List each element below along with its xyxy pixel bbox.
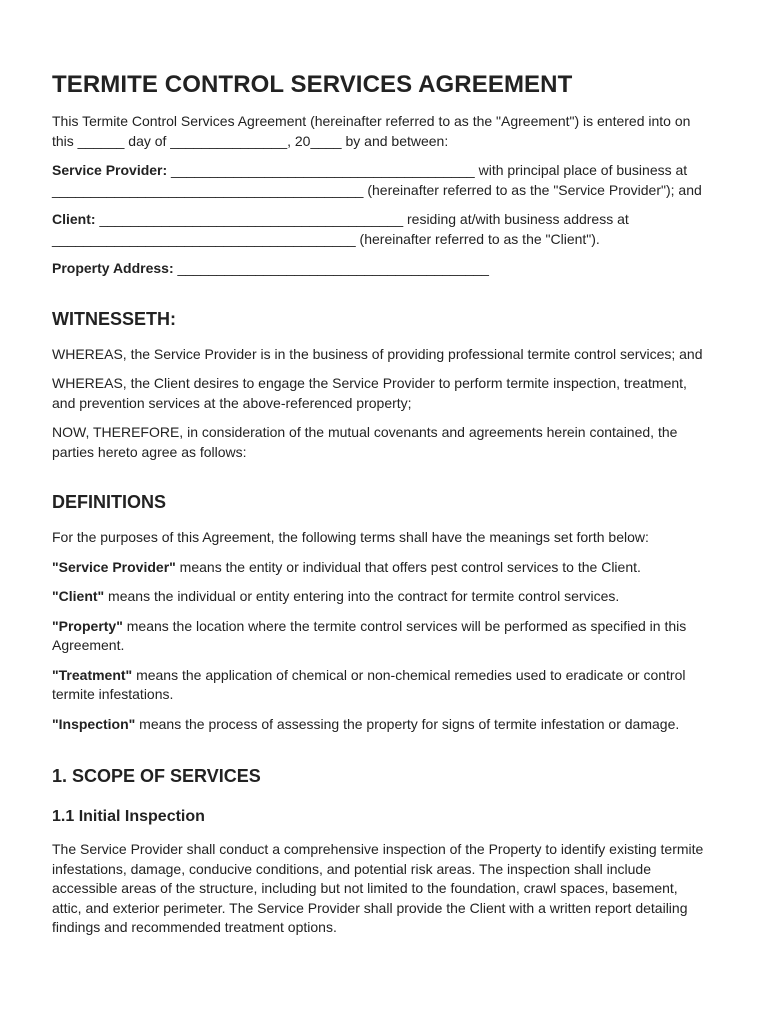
service-provider-paragraph	[52, 161, 710, 200]
definition-text: means the location where the termite control services will be performed as specified in this Agreement.	[52, 617, 687, 653]
scope-heading: 1. SCOPE OF SERVICES	[52, 766, 261, 786]
service-provider-text: _______________________________________ with principal place of business at ________________________________________ (hereinafter referred to as the "Service Provider"); and	[52, 162, 702, 198]
property-address-label: Property Address:	[52, 260, 174, 276]
definition-term: "Service Provider"	[52, 558, 176, 575]
definition-item	[52, 617, 710, 656]
initial-inspection-heading: 1.1 Initial Inspection	[52, 808, 205, 825]
definition-term: "Treatment"	[52, 666, 133, 683]
whereas-paragraph-1: WHEREAS, the Service Provider is in the business of providing professional termite control services; and	[52, 345, 703, 362]
definition-text: means the individual or entity entering into the contract for termite control services.	[104, 588, 620, 604]
definition-text: means the process of assessing the property for signs of termite infestation or damage.	[135, 715, 680, 732]
initial-inspection-paragraph: The Service Provider shall conduct a comprehensive inspection of the Property to identify existing termite infestations, damage, conducive conditions, and potential risk areas. The inspection shall include accessible areas of the structure, including but not limited to the foundation, crawl spaces, basement, attic, and exterior perimeter. The Service Provider shall provide the Client with a written report detailing findings and recommended treatment options.	[52, 841, 704, 935]
now-therefore-paragraph: NOW, THEREFORE, in consideration of the mutual covenants and agreements herein contained, the parties hereto agree as follows:	[52, 424, 678, 460]
definition-text: means the entity or individual that offers pest control services to the Client.	[175, 558, 641, 575]
client-paragraph	[52, 210, 710, 249]
service-provider-label: Service Provider:	[52, 162, 168, 178]
definition-term: "Inspection"	[52, 715, 136, 732]
definition-term: "Property"	[52, 617, 123, 634]
definition-item	[52, 558, 710, 578]
definition-item	[52, 715, 710, 735]
property-address-text: ________________________________________	[173, 260, 489, 276]
witnesseth-heading: WITNESSETH:	[52, 308, 176, 329]
definition-item	[52, 587, 710, 607]
intro-paragraph: This Termite Control Services Agreement (hereinafter referred to as the "Agreement") is entered into on this ______ day of _______________, 20____ by and between:	[52, 113, 691, 149]
definition-item	[52, 666, 710, 705]
definition-text: means the application of chemical or non-chemical remedies used to eradicate or control termite infestations.	[52, 666, 686, 702]
definitions-intro: For the purposes of this Agreement, the following terms shall have the meanings set forth below:	[52, 529, 649, 545]
document-title: TERMITE CONTROL SERVICES AGREEMENT	[52, 71, 573, 98]
client-label: Client:	[52, 211, 96, 227]
client-text: _______________________________________ residing at/with business address at _______________________________________ (hereinafter referred to as the "Client").	[52, 211, 629, 247]
definitions-heading: DEFINITIONS	[52, 492, 167, 512]
whereas-paragraph-2: WHEREAS, the Client desires to engage the Service Provider to perform termite inspection, treatment, and prevention services at the above-referenced property;	[52, 375, 687, 411]
property-address-paragraph	[52, 259, 710, 279]
definition-term: "Client"	[52, 588, 105, 604]
